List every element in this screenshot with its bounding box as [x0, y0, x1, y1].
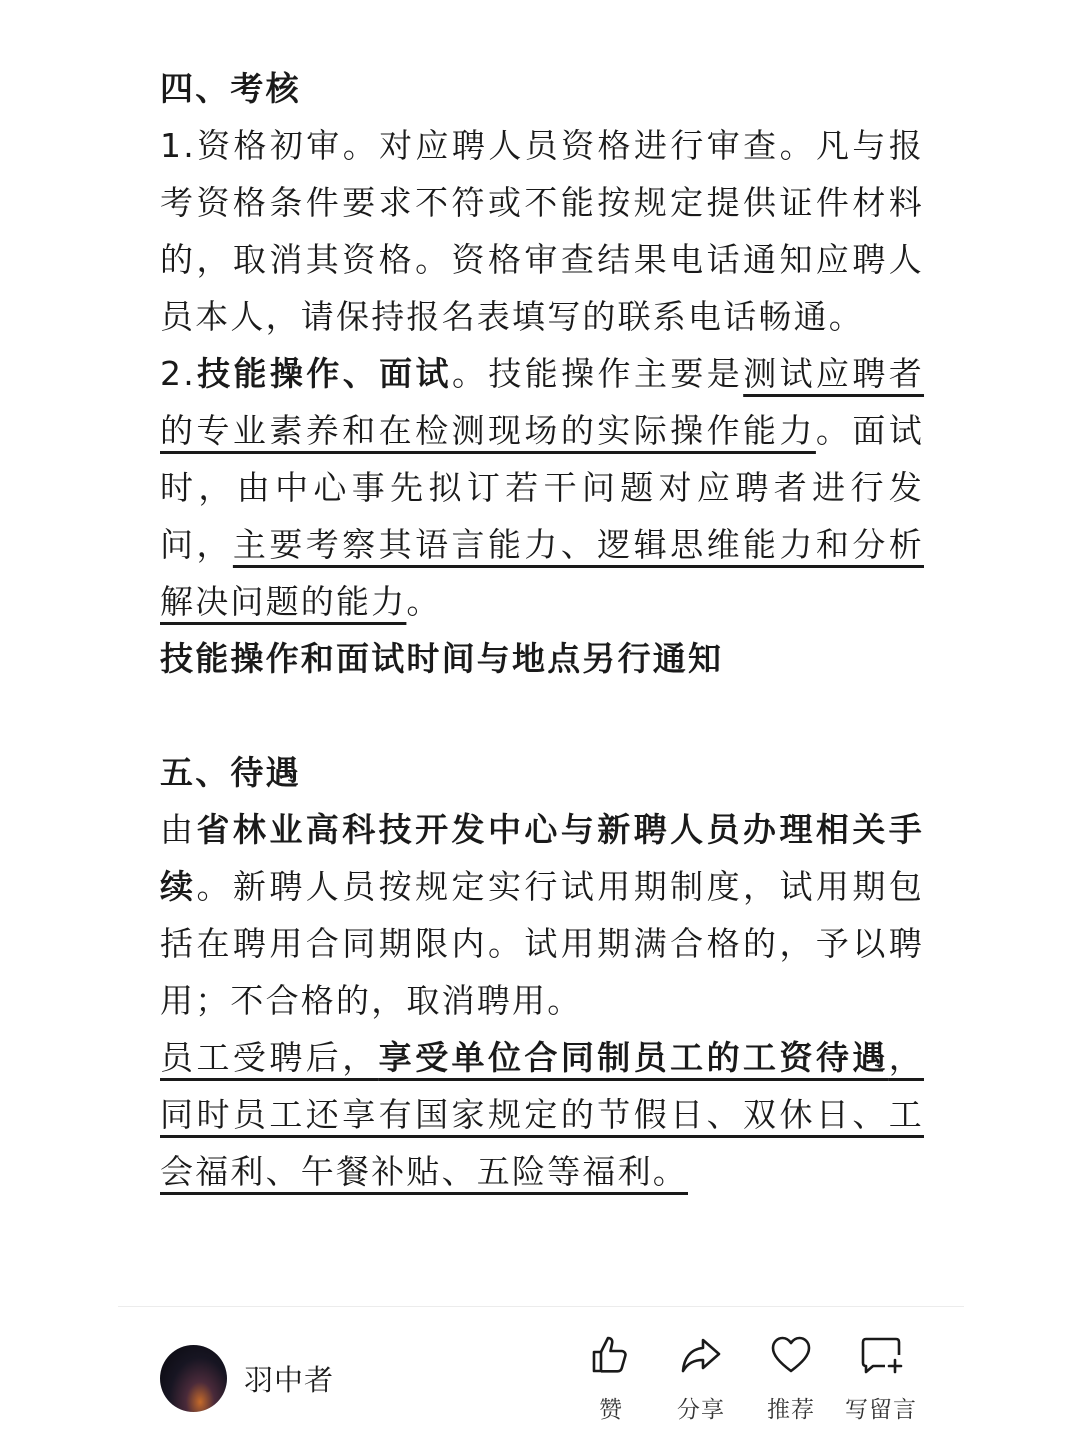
section-5-heading: 五、待遇: [160, 753, 301, 792]
thumbs-up-icon: [589, 1333, 633, 1377]
bold-phrase: 技能操作、面试: [195, 354, 452, 393]
author-name[interactable]: 羽中者: [244, 1363, 335, 1397]
like-button[interactable]: [566, 1333, 656, 1424]
text-span: 员工受聘后，: [160, 1038, 379, 1077]
recommend-label: 推荐: [767, 1397, 815, 1423]
text-span: 。技能操作主要是: [451, 354, 744, 393]
footer-divider: [118, 1306, 964, 1307]
write-comment-button[interactable]: [836, 1333, 926, 1424]
like-label: 赞: [599, 1397, 623, 1423]
underlined-phrase: 主要考察其语言能力、逻辑思维能力和分析解决问题的能力: [160, 525, 924, 621]
underlined-phrase: 测试应聘者的专业素养和在检测现场的实际操作能力: [160, 354, 925, 450]
section-5-paragraph-2: [160, 1029, 924, 1200]
text-span: 。新聘人员按规定实行试用期制度，试用期包括在聘用合同期限内。试用期满合格的，予以聘用；不合格的，取消聘用。: [160, 867, 925, 1020]
item-number: 2.: [160, 354, 196, 393]
bold-phrase: 省林业高科技开发中心与新聘人员办理相关手续: [160, 810, 925, 906]
section-5-paragraph-1: [160, 801, 924, 1029]
share-icon: [679, 1333, 723, 1377]
share-button[interactable]: [656, 1333, 746, 1424]
section-4-paragraph-1: 1.资格初审。对应聘人员资格进行审查。凡与报考资格条件要求不符或不能按规定提供证件材料的，取消其资格。资格审查结果电话通知应聘人员本人，请保持报名表填写的联系电话畅通。: [160, 126, 924, 336]
text-span: 由: [160, 810, 197, 849]
bold-phrase: 享受单位合同制员工的工资待遇: [378, 1038, 889, 1077]
text-span: 。面试时，由中心事先拟订若干问题对应聘者进行发问，: [160, 411, 924, 564]
section-4-notice: 技能操作和面试时间与地点另行通知: [160, 639, 724, 678]
action-bar: [0, 1333, 1080, 1423]
heart-icon: [769, 1333, 813, 1377]
article-body: [160, 60, 924, 1200]
text-span: 。: [406, 582, 442, 621]
recommend-button[interactable]: [746, 1333, 836, 1424]
spacer: [160, 687, 924, 744]
comment-icon: [859, 1333, 903, 1377]
write-comment-label: 写留言: [845, 1397, 917, 1423]
share-label: 分享: [677, 1397, 725, 1423]
section-4-paragraph-2: [160, 345, 924, 630]
text-span: ，同时员工还享有国家规定的节假日、双休日、工会福利、午餐补贴、五险等福利。: [160, 1038, 924, 1191]
section-4-heading: 四、考核: [160, 69, 301, 108]
